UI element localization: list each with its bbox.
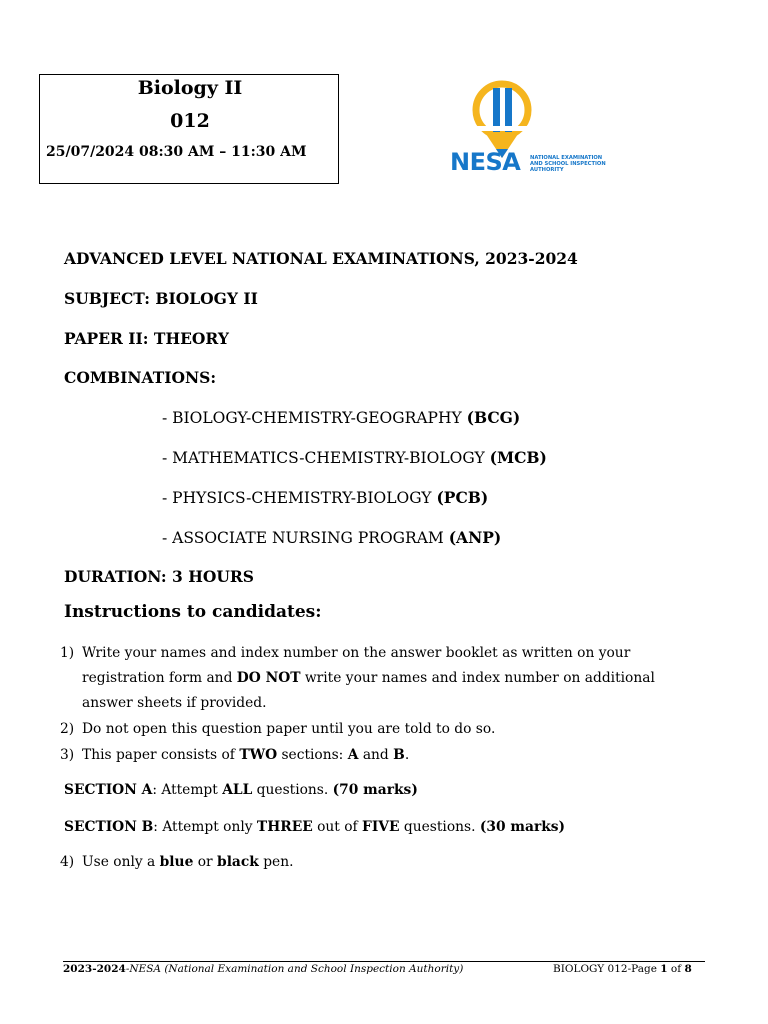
exam-datetime: 25/07/2024 08:30 AM – 11:30 AM [46,144,307,160]
combination-item: - ASSOCIATE NURSING PROGRAM (ANP) [162,528,502,547]
combination-item: - BIOLOGY-CHEMISTRY-GEOGRAPHY (BCG) [162,408,521,427]
section-a-instruction: SECTION A: Attempt ALL questions. (70 marks) [64,782,418,798]
nesa-logo [448,80,616,178]
nesa-logo-tagline: NATIONAL EXAMINATION AND SCHOOL INSPECTION AUTHORITY [530,155,606,173]
exam-code: 012 [170,110,210,132]
instruction-item-3: 3) This paper consists of TWO sections: A and B. [60,747,410,763]
section-b-instruction: SECTION B: Attempt only THREE out of FIVE questions. (30 marks) [64,819,566,835]
instruction-item-4: 4) Use only a blue or black pen. [60,854,294,870]
combination-item: - PHYSICS-CHEMISTRY-BIOLOGY (PCB) [162,488,489,507]
exam-subject: SUBJECT: BIOLOGY II [64,289,258,308]
exam-paper: PAPER II: THEORY [64,329,229,348]
combinations-label: COMBINATIONS: [64,368,217,387]
nesa-logo-text: NESA [450,148,521,176]
instructions-title: Instructions to candidates: [64,602,322,622]
instruction-item-1: 1) Write your names and index number on the answer booklet as written on your registration form and DO NOT write your names and index number on additional answer sheets if provided. [60,645,655,711]
exam-header-box [39,74,339,184]
instruction-item-2: 2) Do not open this question paper until you are told to do so. [60,721,496,737]
exam-title: ADVANCED LEVEL NATIONAL EXAMINATIONS, 2023-2024 [64,249,578,268]
exam-duration: DURATION: 3 HOURS [64,567,254,586]
footer-divider [63,961,705,962]
exam-subject-title: Biology II [137,77,243,99]
footer-page-number: BIOLOGY 012-Page 1 of 8 [553,963,692,975]
footer-organization: 2023-2024-NESA (National Examination and School Inspection Authority) [63,963,464,975]
combination-item: - MATHEMATICS-CHEMISTRY-BIOLOGY (MCB) [162,448,547,467]
